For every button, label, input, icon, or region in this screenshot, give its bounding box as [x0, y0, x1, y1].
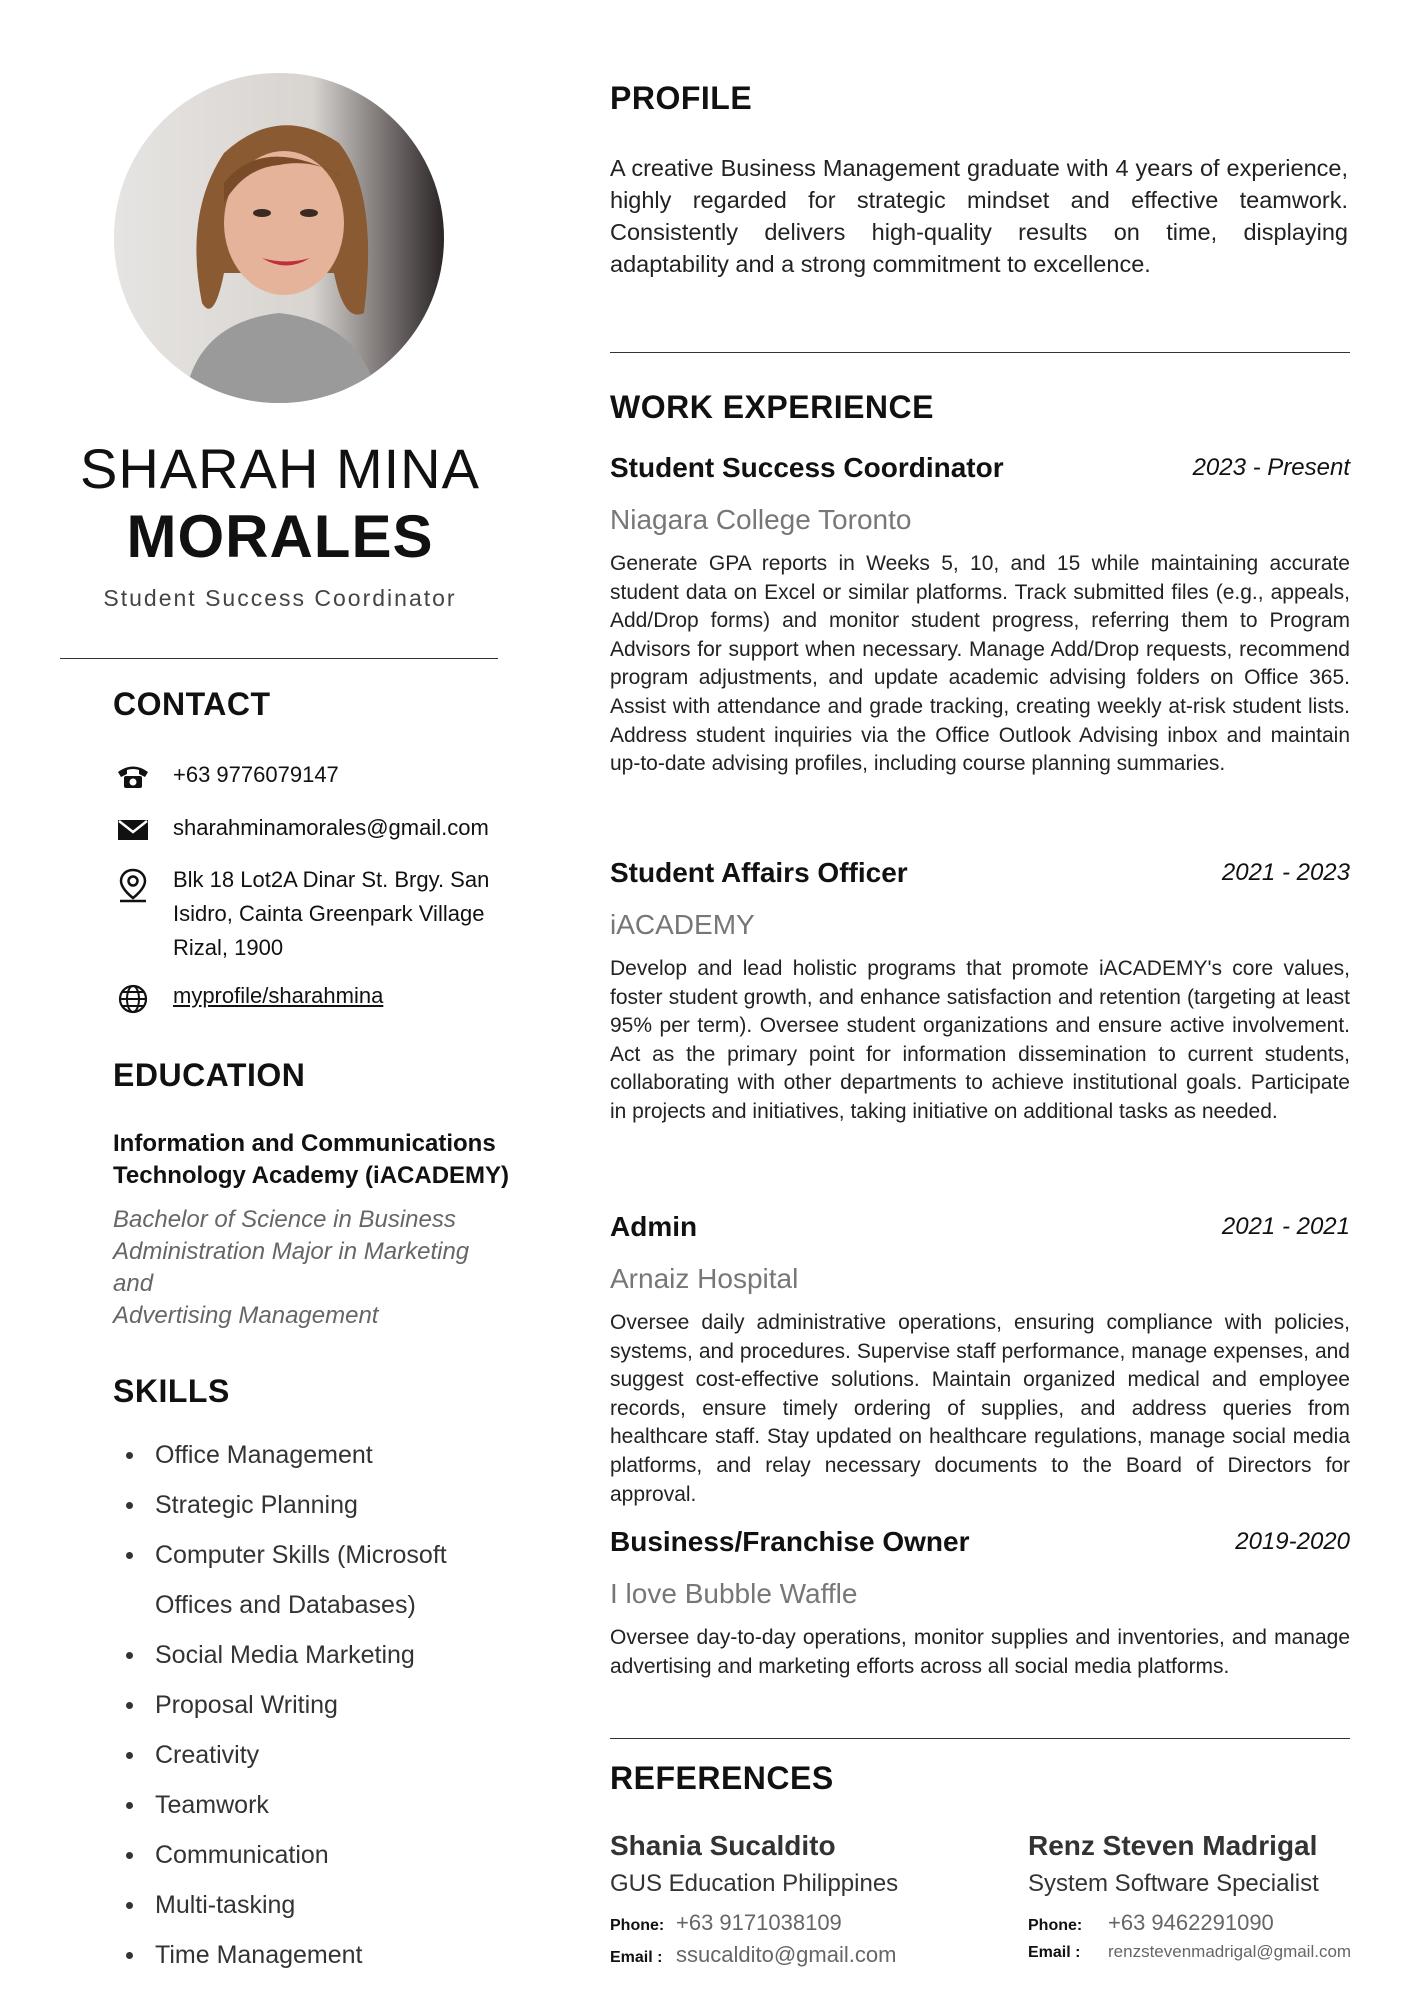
reference-name: Renz Steven Madrigal [1028, 1830, 1318, 1861]
reference-name: Shania Sucaldito [610, 1830, 836, 1861]
headline-title: Student Success Coordinator [103, 585, 457, 611]
divider [60, 658, 498, 659]
job-organization: Niagara College Toronto [610, 504, 912, 535]
job-role: Student Success Coordinator [610, 452, 1004, 483]
reference-email[interactable]: ssucaldito@gmail.com [676, 1942, 897, 1967]
job-date: 2023 - Present [1192, 454, 1350, 481]
job-date: 2021 - 2023 [1221, 859, 1350, 886]
skill-item: Strategic Planning [113, 1480, 515, 1530]
reference-phone[interactable]: +63 9171038109 [676, 1910, 842, 1935]
address-line: Rizal, 1900 [173, 935, 284, 960]
degree-line: and [113, 1270, 154, 1297]
phone-label: Phone: [610, 1917, 665, 1934]
globe-icon [113, 979, 153, 1019]
education-school [113, 1128, 553, 1192]
first-name: SHARAH MINA [80, 437, 480, 500]
job-description: Oversee daily administrative operations, ensuring compliance with policies, systems, and procedures. Supervise staff performance, manage expenses, and suggest cost-effective solutions. Maintain organized medical and employee records, ensure timely ordering of supplies, and address queries from healthcare staff. Stay updated on healthcare regulations, manage social media platforms, and relay necessary documents to the Board of Directors for approval. [610, 1311, 1350, 1506]
phone-label: Phone: [1028, 1917, 1083, 1934]
divider [610, 352, 1350, 353]
contact-address [173, 863, 489, 965]
location-pin-icon [113, 866, 153, 906]
skills-heading: SKILLS [113, 1373, 230, 1409]
degree-line: Bachelor of Science in Business [113, 1206, 456, 1233]
contact-heading: CONTACT [113, 686, 271, 722]
skill-item: Communication [113, 1830, 515, 1880]
skill-item: Computer Skills (Microsoft Offices and Databases) [113, 1530, 515, 1630]
contact-email[interactable]: sharahminamorales@gmail.com [173, 815, 489, 840]
phone-icon [113, 757, 153, 797]
education-heading: EDUCATION [113, 1057, 306, 1093]
job-organization: iACADEMY [610, 909, 755, 940]
reference-card [610, 1830, 970, 1968]
portrait-image [114, 73, 444, 403]
job-entry [610, 1211, 1350, 1509]
email-label: Email : [610, 1949, 663, 1966]
degree-line: Administration Major in Marketing [113, 1238, 470, 1265]
address-line: Blk 18 Lot2A Dinar St. Brgy. San [173, 867, 490, 892]
skill-item: Proposal Writing [113, 1680, 515, 1730]
references-heading: REFERENCES [610, 1760, 834, 1796]
address-line: Isidro, Cainta Greenpark Village [173, 901, 485, 926]
degree-line: Advertising Management [113, 1302, 379, 1329]
job-role: Admin [610, 1211, 698, 1242]
job-date: 2019-2020 [1235, 1528, 1350, 1555]
email-label: Email : [1028, 1944, 1081, 1961]
job-date: 2021 - 2021 [1221, 1213, 1350, 1240]
website-link[interactable]: myprofile/sharahmina [173, 983, 384, 1008]
reference-organization: GUS Education Philippines [610, 1870, 899, 1897]
last-name: MORALES [126, 503, 434, 570]
education-degree [113, 1204, 553, 1332]
profile-summary: A creative Business Management graduate with 4 years of experience, highly regarded for strategic mindset and effective teamwork. Consistently delivers high-quality results on time, displaying adaptability and a strong commitment to excellence. [610, 155, 1348, 277]
skill-item: Multi-tasking [113, 1880, 515, 1930]
profile-photo [114, 73, 444, 403]
job-entry [610, 452, 1350, 779]
reference-card [1028, 1830, 1408, 1962]
skill-item: Time Management [113, 1930, 515, 1980]
school-line: Information and Communications [113, 1130, 496, 1157]
job-organization: I love Bubble Waffle [610, 1578, 858, 1609]
skills-list [113, 1430, 515, 1980]
skill-item: Social Media Marketing [113, 1630, 515, 1680]
job-description: Generate GPA reports in Weeks 5, 10, and 15 while maintaining accurate student data on Excel or similar platforms. Track submitted files (e.g., appeals, Add/Drop forms) and monitor student progress, referring them to Program Advisors for support when necessary. Manage Add/Drop requests, recommend program adjustments, and update academic advising folders on Office 365. Assist with attendance and grade tracking, creating weekly at-risk student lists. Address student inquiries via the Office Outlook Advising inbox and maintain up-to-date advising profiles, including course planning summaries. [610, 552, 1350, 776]
divider [610, 1738, 1350, 1739]
reference-organization: System Software Specialist [1028, 1870, 1319, 1897]
profile-heading: PROFILE [610, 80, 753, 116]
job-entry [610, 1526, 1350, 1681]
job-organization: Arnaiz Hospital [610, 1263, 799, 1294]
reference-email[interactable]: renzstevenmadrigal@gmail.com [1108, 1942, 1352, 1961]
job-role: Student Affairs Officer [610, 857, 908, 888]
skill-item: Creativity [113, 1730, 515, 1780]
contact-phone[interactable]: +63 9776079147 [173, 762, 339, 787]
job-description: Develop and lead holistic programs that promote iACADEMY's core values, foster student growth, and enhance satisfaction and retention (targeting at least 95% per term). Oversee student organizations and ensure active involvement. Act as the primary point for information dissemination to current students, collaborating with other departments to achieve institutional goals. Participate in projects and initiatives, taking initiative on additional tasks as needed. [610, 957, 1350, 1123]
work-heading: WORK EXPERIENCE [610, 389, 934, 425]
mail-icon [113, 810, 153, 850]
job-entry [610, 857, 1350, 1127]
reference-phone[interactable]: +63 9462291090 [1108, 1910, 1274, 1935]
job-role: Business/Franchise Owner [610, 1526, 970, 1557]
skill-item: Office Management [113, 1430, 515, 1480]
school-line: Technology Academy (iACADEMY) [113, 1162, 510, 1189]
skill-item: Teamwork [113, 1780, 515, 1830]
job-description: Oversee day-to-day operations, monitor supplies and inventories, and manage advertising and marketing efforts across all social media platforms. [610, 1626, 1350, 1678]
